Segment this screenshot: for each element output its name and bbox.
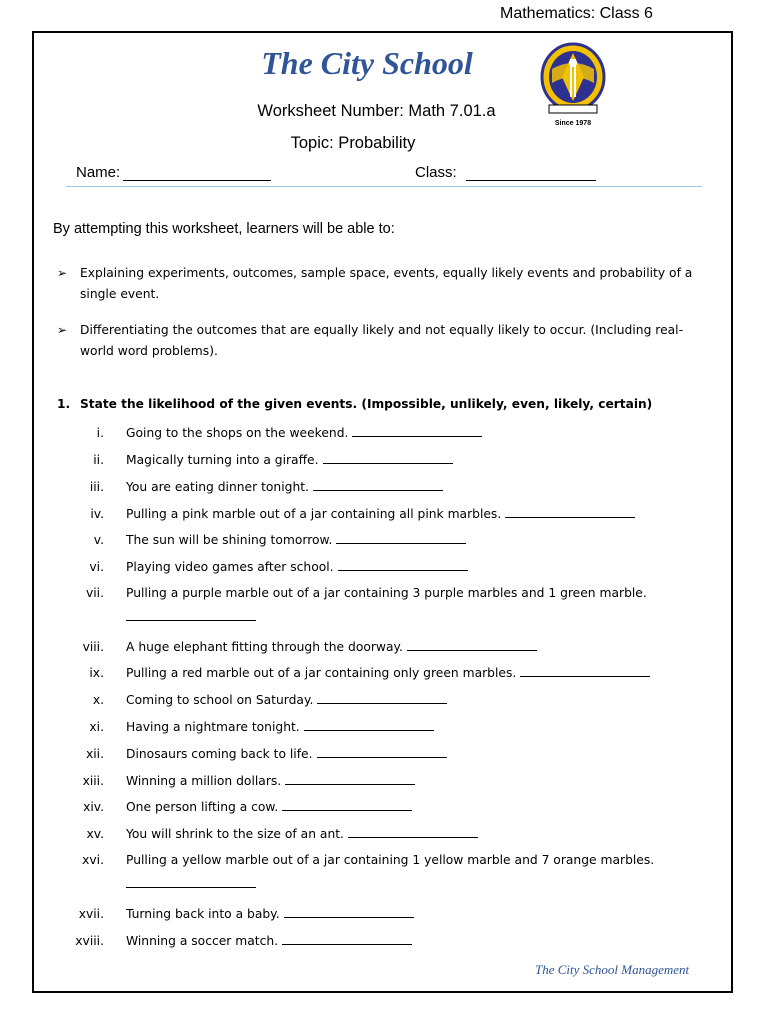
answer-blank[interactable] xyxy=(304,717,434,731)
item-number: ii. xyxy=(93,453,104,467)
objective-item xyxy=(57,263,707,305)
item-text-block xyxy=(126,554,716,580)
answer-blank[interactable] xyxy=(126,606,256,621)
item-text: Going to the shops on the weekend. xyxy=(126,426,349,440)
item-number: xi. xyxy=(89,720,104,734)
item-number: xvi. xyxy=(82,853,104,867)
question-item xyxy=(60,741,720,767)
answer-blank[interactable] xyxy=(282,931,412,945)
question-item xyxy=(60,660,720,686)
item-number: xvii. xyxy=(78,907,104,921)
item-text: The sun will be shining tomorrow. xyxy=(126,533,333,547)
item-text-block xyxy=(126,741,716,767)
item-text-block xyxy=(126,901,716,927)
question-item xyxy=(60,580,720,621)
item-text: One person lifting a cow. xyxy=(126,800,279,814)
question-item xyxy=(60,901,720,927)
item-text: Winning a million dollars. xyxy=(126,774,282,788)
item-text: Turning back into a baby. xyxy=(126,907,280,921)
item-text-block xyxy=(126,714,716,740)
answer-blank[interactable] xyxy=(126,873,256,888)
name-label: Name: xyxy=(76,164,121,181)
item-number: x. xyxy=(92,693,104,707)
item-number: viii. xyxy=(82,640,104,654)
answer-blank[interactable] xyxy=(282,797,412,811)
item-text-block xyxy=(126,847,716,888)
item-number: xiv. xyxy=(83,800,104,814)
answer-blank[interactable] xyxy=(520,663,650,677)
item-text: Dinosaurs coming back to life. xyxy=(126,747,313,761)
question-item xyxy=(60,501,720,527)
question-item xyxy=(60,687,720,713)
item-number: iii. xyxy=(89,480,104,494)
topic: Topic: Probability xyxy=(290,134,416,152)
arrow-bullet-icon: ➢ xyxy=(57,266,68,280)
item-text-block xyxy=(126,660,716,686)
answer-blank[interactable] xyxy=(352,423,482,437)
question-item xyxy=(60,794,720,820)
logo-since-text: Since 1978 xyxy=(554,120,592,127)
answer-blank[interactable] xyxy=(313,477,443,491)
question-item xyxy=(60,821,720,847)
objective-text: Explaining experiments, outcomes, sample space, events, equally likely events and probability of a single event. xyxy=(80,266,693,301)
footer-text: The City School Management xyxy=(535,962,690,977)
item-text-block xyxy=(126,634,716,660)
item-text: Pulling a purple marble out of a jar containing 3 purple marbles and 1 green marble. xyxy=(126,586,647,600)
item-text-block xyxy=(126,527,716,553)
answer-blank[interactable] xyxy=(284,904,414,918)
header-divider xyxy=(66,186,702,187)
item-number: xv. xyxy=(86,827,104,841)
objective-item xyxy=(57,320,707,362)
item-text: Winning a soccer match. xyxy=(126,934,279,948)
answer-blank[interactable] xyxy=(338,557,468,571)
item-text: A huge elephant fitting through the doorway. xyxy=(126,640,403,654)
name-field[interactable] xyxy=(123,180,271,181)
question-item xyxy=(60,714,720,740)
item-number: vi. xyxy=(89,560,104,574)
item-text-block xyxy=(126,821,716,847)
item-number: iv. xyxy=(90,507,104,521)
class-field[interactable] xyxy=(466,180,596,181)
item-text: You are eating dinner tonight. xyxy=(126,480,309,494)
answer-blank[interactable] xyxy=(505,504,635,518)
question-item xyxy=(60,554,720,580)
question-number: 1. xyxy=(57,397,71,411)
item-text: Playing video games after school. xyxy=(126,560,334,574)
answer-blank[interactable] xyxy=(336,530,466,544)
school-name: The City School xyxy=(261,45,473,81)
worksheet-number: Worksheet Number: Math 7.01.a xyxy=(257,102,496,120)
answer-blank[interactable] xyxy=(407,637,537,651)
item-number: i. xyxy=(96,426,104,440)
subject-class-header: Mathematics: Class 6 xyxy=(500,5,653,22)
item-text-block xyxy=(126,794,716,820)
class-label: Class: xyxy=(415,164,457,181)
item-text-block xyxy=(126,501,716,527)
item-text-block xyxy=(126,474,716,500)
question-item xyxy=(60,420,720,446)
item-text-block xyxy=(126,420,716,446)
item-text-block xyxy=(126,580,716,621)
item-text-block xyxy=(126,768,716,794)
question-item xyxy=(60,474,720,500)
item-number: v. xyxy=(93,533,104,547)
objective-text: Differentiating the outcomes that are equally likely and not equally likely to occur. (Including real-world word problems). xyxy=(80,323,684,358)
item-text: You will shrink to the size of an ant. xyxy=(126,827,344,841)
item-text: Coming to school on Saturday. xyxy=(126,693,314,707)
intro-text: By attempting this worksheet, learners will be able to: xyxy=(53,221,395,237)
item-text-block xyxy=(126,687,716,713)
item-number: xii. xyxy=(85,747,104,761)
question-item xyxy=(60,634,720,660)
question-item xyxy=(60,527,720,553)
question-heading xyxy=(57,397,652,411)
question-item xyxy=(60,928,720,954)
answer-blank[interactable] xyxy=(323,450,453,464)
item-text: Pulling a yellow marble out of a jar containing 1 yellow marble and 7 orange marbles. xyxy=(126,853,655,867)
answer-blank[interactable] xyxy=(317,744,447,758)
answer-blank[interactable] xyxy=(285,771,415,785)
item-number: ix. xyxy=(89,666,104,680)
arrow-bullet-icon: ➢ xyxy=(57,323,68,337)
question-item xyxy=(60,768,720,794)
item-text: Having a nightmare tonight. xyxy=(126,720,300,734)
question-text: State the likelihood of the given events. (Impossible, unlikely, even, likely, certain) xyxy=(80,397,653,411)
item-text-block xyxy=(126,447,716,473)
item-number: xiii. xyxy=(82,774,104,788)
answer-blank[interactable] xyxy=(317,690,447,704)
item-text: Pulling a red marble out of a jar containing only green marbles. xyxy=(126,666,517,680)
item-number: vii. xyxy=(85,586,104,600)
question-item xyxy=(60,447,720,473)
question-item xyxy=(60,847,720,888)
item-text: Pulling a pink marble out of a jar containing all pink marbles. xyxy=(126,507,502,521)
item-text: Magically turning into a giraffe. xyxy=(126,453,319,467)
item-text-block xyxy=(126,928,716,954)
item-number: xviii. xyxy=(75,934,104,948)
answer-blank[interactable] xyxy=(348,824,478,838)
